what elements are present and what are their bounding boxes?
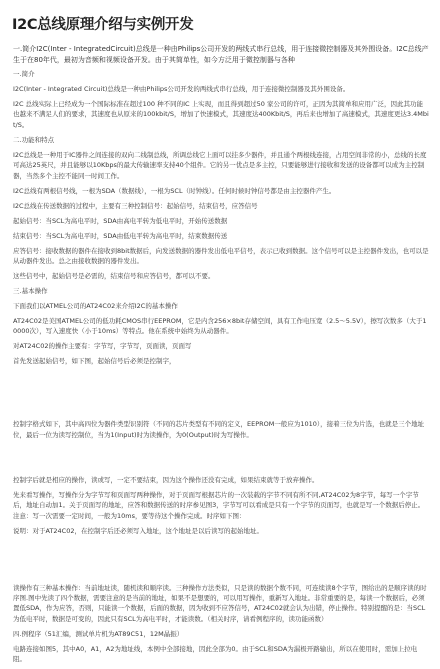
- figure-placeholder: [13, 445, 429, 475]
- paragraph: I2C总线在传送数据的过程中，主要有三种控制信号：起始信号，结束信号，应答信号: [13, 201, 258, 210]
- paragraph: 先来看写操作，写操作分为字节写和页面写两种操作，对于页面写根据芯片的一次装载的字节不同有所不同,AT24C02为8字节，每写一个字节后，地址自动加1。关于页面写的地址，应答和数据传送的时序参见图3，字节写可以看成是只有一个字节的页面写，也就是写一个数据后停止。注意：写一次需要一定时间，一般为10ms，要等待这个操作完成。时序如下图：: [13, 490, 425, 520]
- section-heading: 二.功能和特点: [13, 135, 55, 144]
- paragraph: AT24C02是美国ATMEL公司的低功耗CMOS串行EEPROM，它是内含256×8bit存储空间，具有工作电压宽（2.5～5.5V），擦写次数多（大于10000次），写入速度快（小于10ms）等特点。他在系统中始终为从动器件。: [13, 317, 427, 336]
- paragraph: 电路连接如图5，其中A0，A1，A2为地址线，本例中全部接地，因此全部为0。由于SCL和SDA为漏极开路输出，所以在使用时，需加上拉电阻。: [13, 644, 418, 664]
- paragraph: 结束信号：当SCL为高电平时，SDA由低电平转为高电平时，结束数据传送: [13, 231, 228, 240]
- paragraph: 四.例程序（51汇编，测试单片机为AT89C51，12M晶振）: [13, 629, 184, 638]
- paragraph: 应答信号：接收数据的器件在接收到8bit数据后，向发送数据的器件发出低电平信号，表示已收到数据。这个信号可以是主控器件发出，也可以是从动器件发出。总之由接收数据的器件发出。: [13, 246, 429, 266]
- paragraph: I2C总线有两根信号线，一根为SDA（数据线），一根为SCL（时钟线）。任何时候时钟信号都是由主控器件产生。: [13, 186, 336, 195]
- paragraph: 下面我们以ATMEL公司的AT24C02来介绍I2C的基本操作: [13, 302, 178, 311]
- section-heading: 三.基本操作: [13, 287, 48, 296]
- paragraph: 控制字格式如下，其中高四位为器件类型识别符（不同的芯片类型有不同的定义，EEPROM一般应为1010），接着三位为片选，也就是三个地址位，最后一位为读写控制位，当为1(Input)时为读操作，为0(Output)时为写操作。: [13, 420, 425, 439]
- paragraph: 对AT24C02的操作主要有：字节写，字节写，页面读，页面写: [13, 342, 192, 351]
- section-heading: 一.简介: [13, 70, 35, 78]
- paragraph: I2C(Inter - Integrated Circuit)总线是一种由Philips公司开发的两线式串行总线，用于连接微控制器及其外围设备。: [13, 85, 350, 93]
- paragraph: 起始信号：当SCL为高电平时，SDA由高电平转为低电平时，开始传送数据: [13, 216, 228, 225]
- paragraph: 读操作有三种基本操作：当前地址读，随机读和顺序读。三种操作方法类似，只是读的数据个数不同，可连续读8个字节，图给出的是顺序读的时序图.图中先读了四个数据，需要注意的是当前的地址，如果不是想要的，可以用写操作，重新写入地址。非常重要的是，每读一个数据后，必须置低SDA，作为应答，否则，只能读一个数据，后面的数据，因为收到不应答信号，AT24C02就会认为出错，停止操作。特别提醒的是：当SCL为低电平时，数据是可变的，因此只有SCL为高电平时，才能读数。（相关时序，请看例程序的，读功能函数）: [13, 583, 427, 623]
- paragraph: 说明：对于AT24C02，在控制字后还必须写入地址，这个地址是以后读写的起始地址。: [13, 526, 263, 535]
- paragraph: 首先发送起始信号，如下图，起始信号后必须是控制字，: [13, 357, 176, 366]
- document-title: I2C总线原理介绍与实例开发: [12, 17, 194, 33]
- paragraph: 控制字后就是相应的操作，读或写，一定不要结束，因为这个操作还没有完成，如果结束就等于放弃操作。: [13, 475, 319, 484]
- paragraph: I2C 总线实际上已经成为一个国际标准在超过100 种不同的IC 上实现，而且得到超过50 家公司的许可，正因为其简单和应用广泛，因此其功能也越来不满足人们的要求，其速度也从原来的100kbit/S，增加了快速模式，其速度达400Kbit/S，再后来也增加了高速模式，其速度更达3.4Mbit/S。: [13, 100, 429, 129]
- figure-placeholder: [13, 371, 429, 419]
- figure-placeholder: [13, 541, 429, 583]
- paragraph: I2C总线是一种用于IC器件之间连接的双向二线制总线，所调总线它上面可以挂多少器件，并且通个两根线连接，占用空间非常的小，总线的长度可高达25英尺，并且能够以10Kbps的最大传输速率支持40个组件。它的另一优点是多主控，只要能够进行接收和发送的设备都可以成为主控制器，当然多个主控不能同一时间工作。: [13, 150, 427, 180]
- paragraph: 这些信号中，起始信号是必需的，结束信号和应答信号，都可以不要。: [13, 272, 215, 281]
- document-body: [13, 44, 429, 669]
- paragraph: 一.简介I2C(Inter - IntegratedCircuit)总线是一种由Philips公司开发的两线式串行总线，用于连接微控制器及其外围设备。I2C总线产生于在80年代，最初为音频和视频设备开发。由于其简单性，如今方泛用于微控制器与各种: [13, 45, 429, 64]
